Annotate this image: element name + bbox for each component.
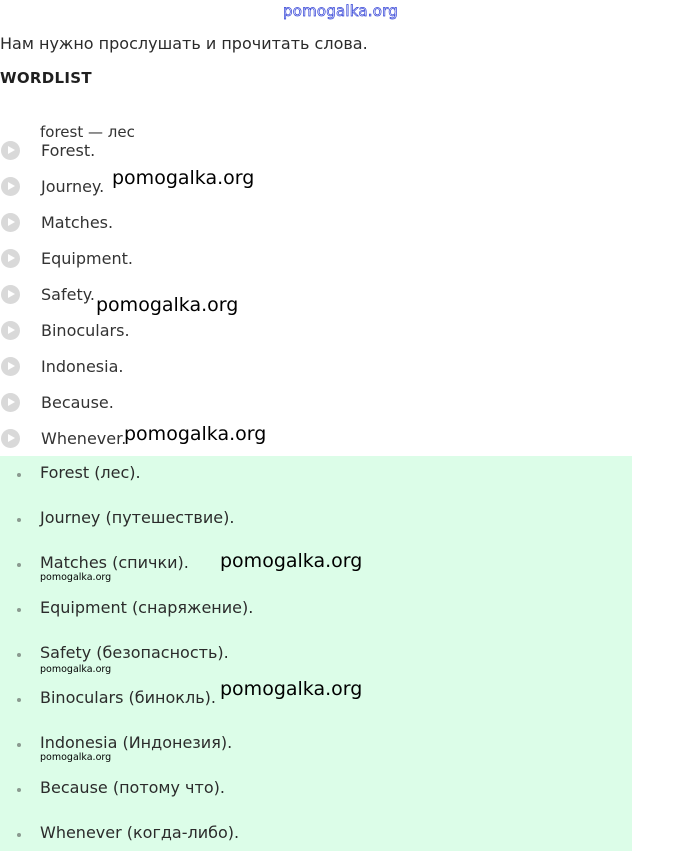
translation-text: Whenever (когда-либо). (40, 823, 240, 842)
play-icon[interactable] (1, 249, 20, 268)
play-icon[interactable] (1, 285, 20, 304)
list-item (0, 816, 632, 861)
list-item (0, 726, 632, 771)
watermark: pomogalka.org (220, 678, 363, 700)
bullet-icon (17, 518, 21, 522)
word-label: Journey. (41, 177, 105, 196)
word-label: Indonesia. (41, 357, 124, 376)
play-icon[interactable] (1, 393, 20, 412)
watermark: pomogalka.org (220, 550, 363, 572)
wordlist-heading: WORDLIST (0, 69, 92, 87)
bullet-icon (17, 833, 21, 837)
site-header-logo: pomogalka.org (283, 2, 398, 20)
word-label: Equipment. (41, 249, 133, 268)
bullet-icon (17, 563, 21, 567)
translation-text: Matches (спички). (40, 553, 189, 572)
clipped-previous-line: forest — лес (40, 123, 135, 141)
word-label: Forest. (41, 141, 96, 160)
play-icon[interactable] (1, 321, 20, 340)
word-label: Whenever. (41, 429, 127, 448)
watermark: pomogalka.org (112, 167, 255, 189)
watermark: pomogalka.org (96, 294, 239, 316)
play-icon[interactable] (1, 213, 20, 232)
word-row-forest (0, 133, 400, 169)
translation-text: Equipment (снаряжение). (40, 598, 254, 617)
word-row-because (0, 385, 400, 421)
play-icon[interactable] (1, 429, 20, 448)
word-label: Because. (41, 393, 114, 412)
word-row-matches (0, 205, 400, 241)
bullet-icon (17, 608, 21, 612)
word-row-equipment (0, 241, 400, 277)
play-icon[interactable] (1, 357, 20, 376)
list-item (0, 501, 632, 546)
word-label: Binoculars. (41, 321, 130, 340)
translation-text: Forest (лес). (40, 463, 141, 482)
bullet-icon (17, 698, 21, 702)
translation-text: Because (потому что). (40, 778, 225, 797)
word-label: Safety. (41, 285, 95, 304)
watermark-small: pomogalka.org (40, 752, 112, 763)
translation-text: Binoculars (бинокль). (40, 688, 216, 707)
watermark: pomogalka.org (124, 423, 267, 445)
list-item (0, 771, 632, 816)
play-icon[interactable] (1, 141, 20, 160)
watermark-small: pomogalka.org (40, 572, 112, 583)
translation-panel (0, 456, 632, 851)
watermark-small: pomogalka.org (40, 664, 112, 675)
translation-text: Safety (безопасность). (40, 643, 229, 662)
word-row-binoculars (0, 313, 400, 349)
translation-text: Indonesia (Индонезия). (40, 733, 233, 752)
bullet-icon (17, 473, 21, 477)
translation-text: Journey (путешествие). (40, 508, 235, 527)
play-icon[interactable] (1, 177, 20, 196)
word-row-indonesia (0, 349, 400, 385)
list-item (0, 456, 632, 501)
bullet-icon (17, 788, 21, 792)
bullet-icon (17, 743, 21, 747)
list-item (0, 591, 632, 636)
word-label: Matches. (41, 213, 114, 232)
bullet-icon (17, 653, 21, 657)
intro-text: Нам нужно прослушать и прочитать слова. (0, 34, 368, 53)
